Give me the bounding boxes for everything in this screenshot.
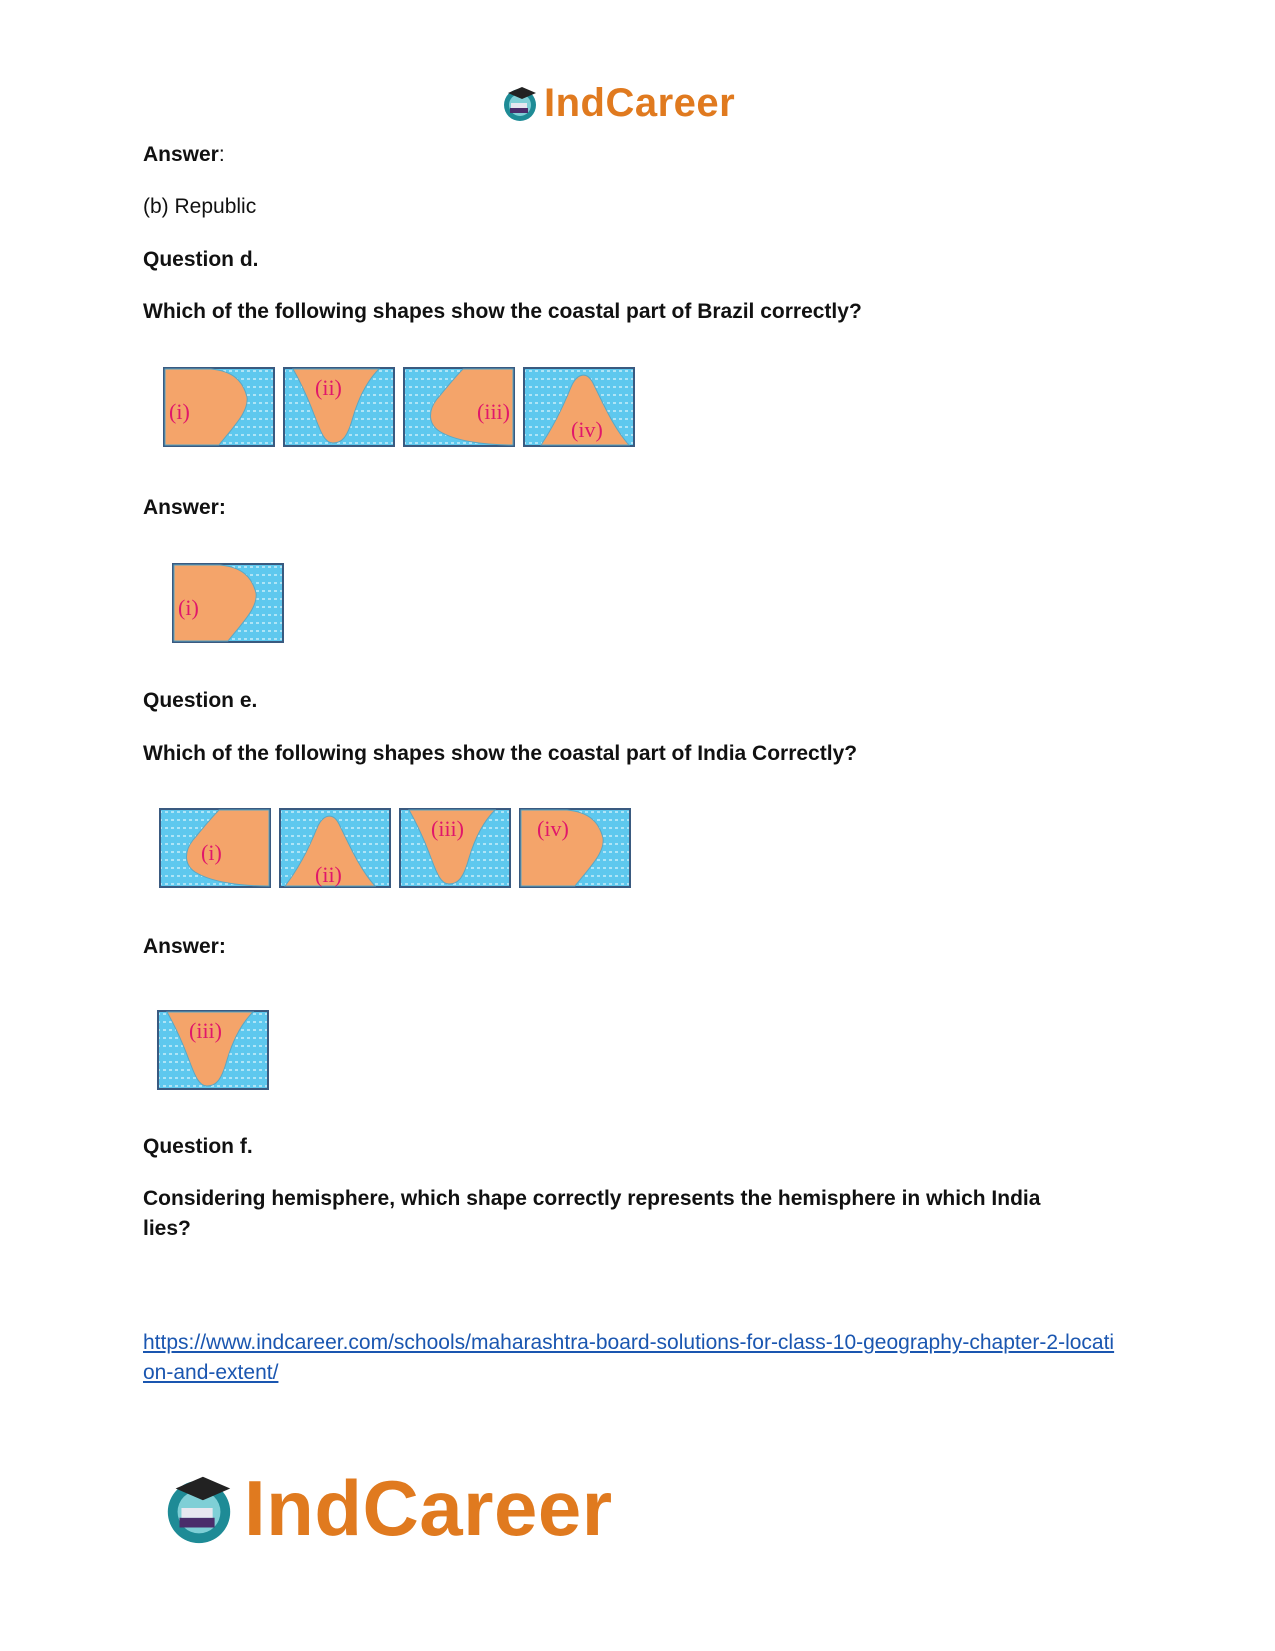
coast-shape-ii-image [279,808,391,888]
coast-shape-iv-image [519,808,631,888]
footer-logo [160,1465,613,1551]
question-f-text: Considering hemisphere, which shape correctly represents the hemisphere in which India lies? [143,1187,1041,1240]
answer-e-heading: Answer: [143,935,226,958]
question-d-options [163,367,635,447]
option-e-ii [279,808,391,888]
answer-d-heading: Answer: [143,496,226,519]
option-label: (ii) [315,375,342,400]
answer-e-shape [157,1010,269,1090]
answer-colon: : [218,143,225,166]
option-d-i [163,367,275,447]
footer-brand-name: IndCareer [244,1463,613,1552]
coast-shape-i-image [172,563,284,643]
coast-shape-i-image [159,808,271,888]
answer-heading [143,140,225,170]
coast-shape-iv-image [523,367,635,447]
coast-shape-iii-image [157,1010,269,1090]
option-e-iv [519,808,631,888]
question-e-text: Which of the following shapes show the coastal part of India Correctly? [143,742,858,765]
option-e-i [159,808,271,888]
option-label: (iii) [189,1018,222,1043]
option-d-iii [403,367,515,447]
option-label: (i) [169,399,190,424]
source-link[interactable]: https://www.indcareer.com/schools/maharashtra-board-solutions-for-class-10-geography-chapter-2-location-and-extent/ [143,1331,1115,1384]
option-d-ii [283,367,395,447]
question-e-options [159,808,631,888]
graduation-cap-globe-icon [160,1469,238,1547]
coast-shape-ii-image [283,367,395,447]
coast-shape-i-image [163,367,275,447]
option-label: (ii) [315,862,342,887]
option-label: (iii) [477,399,510,424]
question-e-heading: Question e. [143,689,258,712]
option-d-iv [523,367,635,447]
graduation-cap-globe-icon [500,83,540,123]
question-d-text: Which of the following shapes show the coastal part of Brazil correctly? [143,300,862,323]
answer-text: (b) Republic [143,195,257,218]
answer-d-shape [172,563,284,643]
option-label: (iii) [431,816,464,841]
question-d-heading: Question d. [143,248,259,271]
answer-label: Answer [143,143,219,166]
option-label: (i) [178,595,199,620]
question-f-heading: Question f. [143,1135,253,1158]
coast-shape-iii-image [403,367,515,447]
header-brand-name: IndCareer [544,80,736,125]
option-e-iii [399,808,511,888]
coast-shape-iii-image [399,808,511,888]
header-logo [500,78,735,128]
option-label: (iv) [537,816,569,841]
option-label: (iv) [571,417,603,442]
option-label: (i) [201,840,222,865]
